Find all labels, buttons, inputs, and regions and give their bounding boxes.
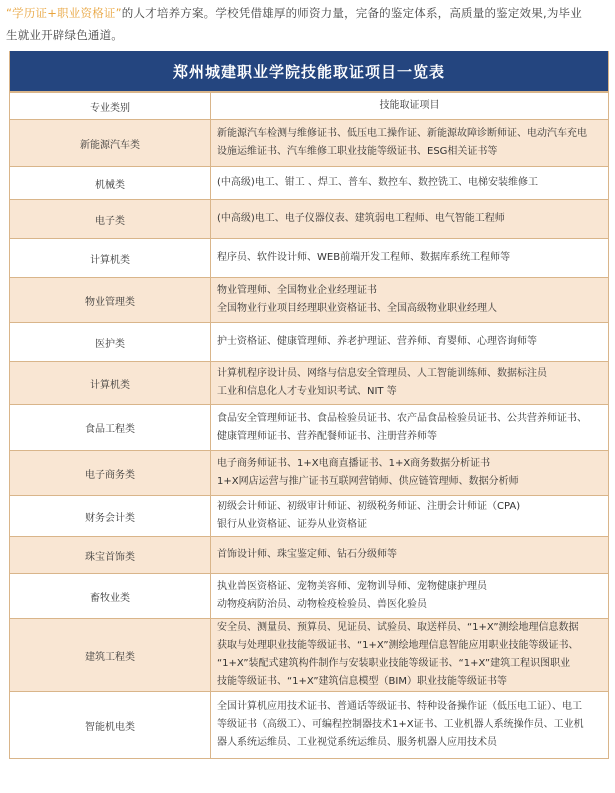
intro-line-1-text: 的人才培养方案。学校凭借雄厚的师资力量，完备的鉴定体系，高质量的鉴定效果,为毕业 bbox=[121, 6, 582, 20]
row-items bbox=[211, 692, 608, 758]
row-category: 食品工程类 bbox=[10, 405, 211, 450]
table-row bbox=[10, 537, 608, 574]
table-row bbox=[10, 574, 608, 619]
row-item-line: 新能源汽车检测与维修证书、低压电工操作证、新能源故障诊断师证、电动汽车充电 bbox=[217, 128, 587, 139]
row-item-line: 全国物业行业项目经理职业资格证书、全国高级物业职业经理人 bbox=[217, 303, 497, 314]
row-item-line: 计算机程序设计员、网络与信息安全管理员、人工智能训练师、数据标注员 bbox=[217, 368, 547, 379]
row-item-line: 银行从业资格证、证券从业资格证 bbox=[217, 519, 367, 530]
row-item-line: 执业兽医资格证、宠物美容师、宠物训导师、宠物健康护理员 bbox=[217, 581, 487, 592]
row-item-line: 护士资格证、健康管理师、养老护理证、营养师、育婴师、心理咨询师等 bbox=[217, 336, 537, 347]
row-category: 建筑工程类 bbox=[10, 619, 211, 691]
row-item-line: (中高级)电工、电子仪器仪表、建筑弱电工程师、电气智能工程师 bbox=[217, 213, 505, 224]
row-category: 财务会计类 bbox=[10, 496, 211, 536]
row-item-line: 食品安全管理师证书、食品检验员证书、农产品食品检验员证书、公共营养师证书、 bbox=[217, 412, 587, 424]
row-item-line: 健康管理师证书、营养配餐师证书、注册营养师等 bbox=[217, 430, 437, 442]
row-item-line: 电子商务师证书、1+X电商直播证书、1+X商务数据分析证书 bbox=[217, 458, 491, 469]
header-items: 技能取证项目 bbox=[379, 100, 440, 111]
row-item-line: 物业管理师、全国物业企业经理证书 bbox=[217, 285, 377, 296]
row-items bbox=[211, 323, 608, 361]
row-category: 智能机电类 bbox=[10, 692, 211, 758]
table-row bbox=[10, 200, 608, 239]
row-item-line: 安全员、测量员、预算员、见证员、试验员、取送样员、“1+X”测绘地理信息数据 bbox=[217, 622, 579, 633]
row-items bbox=[211, 496, 608, 536]
row-item-line: 程序员、软件设计师、WEB前端开发工程师、数据库系统工程师等 bbox=[217, 252, 511, 263]
row-item-line: 动物疫病防治员、动物检疫检验员、兽医化验员 bbox=[217, 599, 427, 610]
row-items bbox=[211, 362, 608, 404]
table-row bbox=[10, 619, 608, 692]
intro-highlight: “学历证+职业资格证” bbox=[6, 6, 122, 20]
row-category: 珠宝首饰类 bbox=[10, 537, 211, 573]
row-category: 新能源汽车类 bbox=[10, 120, 211, 166]
row-item-line: 全国计算机应用技术证书、普通话等级证书、特种设备操作证（低压电工证）、电工 bbox=[217, 701, 582, 712]
row-items bbox=[211, 405, 608, 450]
table-row bbox=[10, 167, 608, 200]
table-body bbox=[10, 120, 608, 759]
table-row bbox=[10, 451, 608, 496]
row-items bbox=[211, 619, 608, 691]
header-category: 专业类别 bbox=[10, 93, 211, 119]
table-row bbox=[10, 323, 608, 362]
row-category: 医护类 bbox=[10, 323, 211, 361]
row-item-line: 获取与处理职业技能等级证书、“1+X”测绘地理信息智能应用职业技能等级证书、 bbox=[217, 640, 579, 651]
skills-table bbox=[9, 51, 609, 759]
row-category: 电子商务类 bbox=[10, 451, 211, 495]
table-row bbox=[10, 405, 608, 451]
row-category: 物业管理类 bbox=[10, 278, 211, 322]
row-item-line: (中高级)电工、钳工 、焊工、普车、数控车、数控铣工、电梯安装维修工 bbox=[217, 177, 538, 188]
row-item-line: 设施运维证书、汽车维修工职业技能等级证书、ESG相关证书等 bbox=[217, 146, 498, 157]
table-title: 郑州城建职业学院技能取证项目一览表 bbox=[10, 51, 608, 93]
row-item-line: 工业和信息化人才专业知识考试、NIT 等 bbox=[217, 386, 397, 397]
row-item-line: 技能等级证书、“1+X”建筑信息模型（BIM）职业技能等级证书等 bbox=[217, 676, 507, 687]
table-header-row bbox=[10, 93, 608, 120]
row-category: 电子类 bbox=[10, 200, 211, 238]
row-category: 计算机类 bbox=[10, 362, 211, 404]
row-category: 计算机类 bbox=[10, 239, 211, 277]
table-row bbox=[10, 120, 608, 167]
row-item-line: 器人系统运维员、工业视觉系统运维员、服务机器人应用技术员 bbox=[217, 737, 497, 748]
row-items bbox=[211, 200, 608, 238]
row-item-line: 初级会计师证、初级审计师证、初级税务师证、注册会计师证（CPA) bbox=[217, 501, 521, 512]
row-items bbox=[211, 278, 608, 322]
row-item-line: 等级证书（高级工）、可编程控制器技术1+X证书、工业机器人系统操作员、工业机 bbox=[217, 719, 584, 730]
table-row bbox=[10, 362, 608, 405]
row-category: 机械类 bbox=[10, 167, 211, 199]
intro-line-1 bbox=[6, 2, 606, 24]
row-items bbox=[211, 239, 608, 277]
row-items bbox=[211, 120, 608, 166]
row-item-line: 首饰设计师、珠宝鉴定师、钻石分级师等 bbox=[217, 549, 397, 560]
intro-line-2: 生就业开辟绿色通道。 bbox=[6, 28, 123, 42]
row-items bbox=[211, 537, 608, 573]
row-item-line: 1+X网店运营与推广证书互联网营销师、供应链管理师、数据分析师 bbox=[217, 476, 519, 487]
row-items bbox=[211, 574, 608, 618]
row-category: 畜牧业类 bbox=[10, 574, 211, 618]
table-row bbox=[10, 239, 608, 278]
row-items bbox=[211, 451, 608, 495]
table-row bbox=[10, 278, 608, 323]
table-row bbox=[10, 692, 608, 759]
intro-paragraph bbox=[6, 2, 606, 46]
row-item-line: “1+X”装配式建筑构件制作与安装职业技能等级证书、“1+X”建筑工程识图职业 bbox=[217, 658, 571, 669]
row-items bbox=[211, 167, 608, 199]
table-row bbox=[10, 496, 608, 537]
